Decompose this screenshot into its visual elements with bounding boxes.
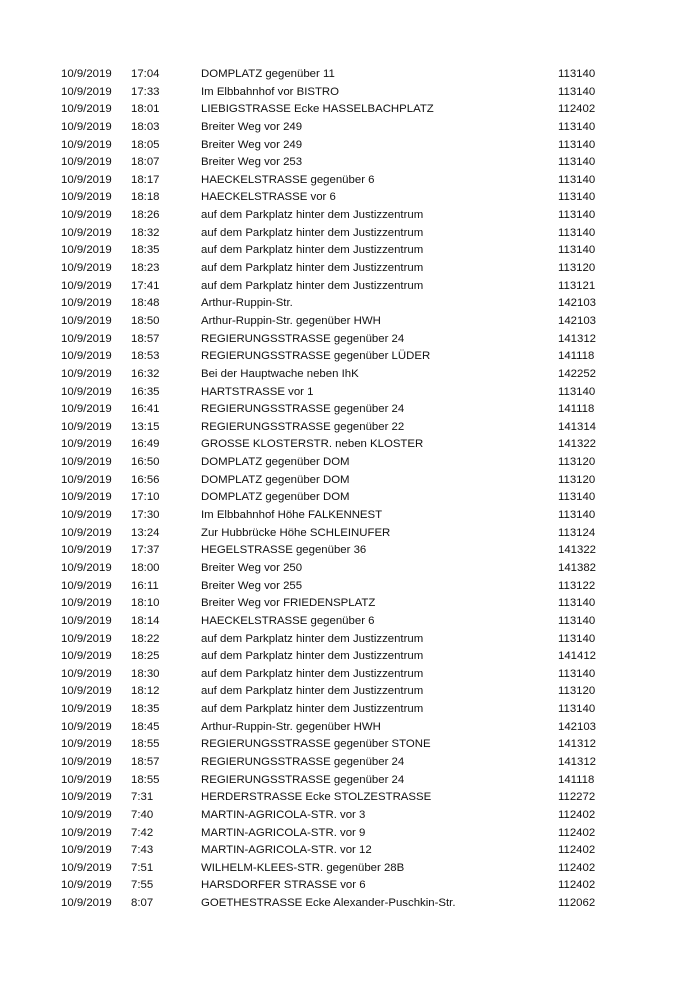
location-cell: HEGELSTRASSE gegenüber 36 [201,544,367,557]
date-cell: 10/9/2019 [61,544,112,557]
location-cell: HARSDORFER STRASSE vor 6 [201,879,366,892]
date-cell: 10/9/2019 [61,314,112,327]
code-cell: 141314 [558,420,597,433]
location-cell: REGIERUNGSSTRASSE gegenüber 24 [201,403,405,416]
date-cell: 10/9/2019 [61,667,112,680]
location-cell: MARTIN-AGRICOLA-STR. vor 12 [201,844,372,857]
table-row [0,789,700,807]
date-cell: 10/9/2019 [61,791,112,804]
table-row [0,895,700,913]
time-cell: 16:49 [131,438,160,451]
date-cell: 10/9/2019 [61,456,112,469]
table-row [0,331,700,349]
time-cell: 17:30 [131,509,160,522]
table-row [0,825,700,843]
date-cell: 10/9/2019 [61,173,112,186]
table-row [0,154,700,172]
time-cell: 18:10 [131,597,160,610]
date-cell: 10/9/2019 [61,509,112,522]
code-cell: 141322 [558,438,597,451]
code-cell: 113140 [558,632,596,645]
time-cell: 18:18 [131,191,160,204]
code-cell: 113122 [558,579,596,592]
location-cell: REGIERUNGSSTRASSE gegenüber STONE [201,738,431,751]
code-cell: 141118 [558,350,595,363]
date-cell: 10/9/2019 [61,703,112,716]
code-cell: 141312 [558,332,597,345]
location-cell: Arthur-Ruppin-Str. [201,297,293,310]
time-cell: 18:32 [131,226,160,239]
code-cell: 113140 [558,385,596,398]
time-cell: 18:03 [131,120,160,133]
table-row [0,137,700,155]
location-cell: Breiter Weg vor FRIEDENSPLATZ [201,597,376,610]
code-cell: 142103 [558,297,597,310]
time-cell: 16:32 [131,367,160,380]
table-row [0,278,700,296]
table-row [0,842,700,860]
table-row [0,719,700,737]
location-cell: auf dem Parkplatz hinter dem Justizzentrum [201,226,424,239]
code-cell: 141382 [558,561,597,574]
table-row [0,666,700,684]
time-cell: 7:55 [131,879,154,892]
table-row [0,472,700,490]
table-row [0,348,700,366]
time-cell: 18:35 [131,244,160,257]
date-cell: 10/9/2019 [61,156,112,169]
location-cell: LIEBIGSTRASSE Ecke HASSELBACHPLATZ [201,103,434,116]
time-cell: 18:26 [131,209,160,222]
code-cell: 113140 [558,173,596,186]
location-cell: MARTIN-AGRICOLA-STR. vor 9 [201,826,366,839]
location-cell: Breiter Weg vor 250 [201,561,303,574]
time-cell: 18:17 [131,173,160,186]
date-cell: 10/9/2019 [61,844,112,857]
location-cell: auf dem Parkplatz hinter dem Justizzentrum [201,667,424,680]
date-cell: 10/9/2019 [61,826,112,839]
code-cell: 113140 [558,491,596,504]
location-cell: REGIERUNGSSTRASSE gegenüber 24 [201,755,405,768]
time-cell: 13:15 [131,420,160,433]
table-row [0,260,700,278]
time-cell: 18:05 [131,138,160,151]
table-row [0,172,700,190]
table-row [0,313,700,331]
table-row [0,595,700,613]
date-cell: 10/9/2019 [61,861,112,874]
code-cell: 112402 [558,103,596,116]
time-cell: 17:10 [131,491,160,504]
date-cell: 10/9/2019 [61,491,112,504]
code-cell: 113140 [558,156,596,169]
code-cell: 141312 [558,738,597,751]
location-cell: REGIERUNGSSTRASSE gegenüber 22 [201,420,405,433]
code-cell: 113140 [558,138,596,151]
table-row [0,877,700,895]
code-cell: 142103 [558,720,597,733]
table-row [0,683,700,701]
time-cell: 18:12 [131,685,160,698]
table-row [0,454,700,472]
location-cell: Zur Hubbrücke Höhe SCHLEINUFER [201,526,391,539]
location-cell: HARTSTRASSE vor 1 [201,385,314,398]
table-row [0,101,700,119]
time-cell: 18:48 [131,297,160,310]
date-cell: 10/9/2019 [61,614,112,627]
table-row [0,401,700,419]
table-row [0,366,700,384]
date-cell: 10/9/2019 [61,879,112,892]
code-cell: 113140 [558,191,596,204]
location-cell: Im Elbbahnhof Höhe FALKENNEST [201,509,383,522]
time-cell: 18:01 [131,103,160,116]
table-row [0,507,700,525]
date-cell: 10/9/2019 [61,244,112,257]
location-cell: Bei der Hauptwache neben IhK [201,367,359,380]
time-cell: 16:41 [131,403,160,416]
time-cell: 17:41 [131,279,160,292]
date-cell: 10/9/2019 [61,367,112,380]
table-row [0,542,700,560]
date-cell: 10/9/2019 [61,85,112,98]
code-cell: 113140 [558,85,596,98]
code-cell: 141412 [558,650,597,663]
date-cell: 10/9/2019 [61,597,112,610]
location-cell: auf dem Parkplatz hinter dem Justizzentrum [201,209,424,222]
table-row [0,736,700,754]
date-cell: 10/9/2019 [61,561,112,574]
location-cell: auf dem Parkplatz hinter dem Justizzentrum [201,703,424,716]
code-cell: 113121 [558,279,596,292]
code-cell: 113140 [558,209,596,222]
date-cell: 10/9/2019 [61,738,112,751]
location-cell: auf dem Parkplatz hinter dem Justizzentrum [201,244,424,257]
location-cell: HAECKELSTRASSE gegenüber 6 [201,173,375,186]
time-cell: 18:55 [131,773,160,786]
table-row [0,384,700,402]
code-cell: 112402 [558,826,596,839]
location-cell: Arthur-Ruppin-Str. gegenüber HWH [201,314,381,327]
table-row [0,419,700,437]
time-cell: 18:00 [131,561,160,574]
location-cell: REGIERUNGSSTRASSE gegenüber 24 [201,773,405,786]
date-cell: 10/9/2019 [61,720,112,733]
date-cell: 10/9/2019 [61,385,112,398]
time-cell: 16:56 [131,473,160,486]
table-row [0,648,700,666]
code-cell: 113140 [558,597,596,610]
code-cell: 142252 [558,367,597,380]
table-row [0,207,700,225]
date-cell: 10/9/2019 [61,685,112,698]
location-cell: Breiter Weg vor 249 [201,138,303,151]
location-cell: HAECKELSTRASSE gegenüber 6 [201,614,375,627]
date-cell: 10/9/2019 [61,473,112,486]
location-cell: Breiter Weg vor 249 [201,120,303,133]
code-cell: 113124 [558,526,596,539]
date-cell: 10/9/2019 [61,262,112,275]
code-cell: 113140 [558,120,596,133]
code-cell: 112272 [558,791,596,804]
date-cell: 10/9/2019 [61,650,112,663]
time-cell: 18:57 [131,332,160,345]
code-cell: 113140 [558,68,596,80]
time-cell: 18:57 [131,755,160,768]
time-cell: 18:23 [131,262,160,275]
table-row [0,560,700,578]
code-cell: 112402 [558,879,596,892]
table-row [0,66,700,84]
location-cell: auf dem Parkplatz hinter dem Justizzentrum [201,279,424,292]
date-cell: 10/9/2019 [61,350,112,363]
date-cell: 10/9/2019 [61,897,112,910]
code-cell: 113120 [558,685,596,698]
table-row [0,807,700,825]
location-cell: Breiter Weg vor 255 [201,579,303,592]
location-cell: WILHELM-KLEES-STR. gegenüber 28B [201,861,405,874]
code-cell: 142103 [558,314,597,327]
location-cell: Breiter Weg vor 253 [201,156,303,169]
time-cell: 17:37 [131,544,160,557]
table-row [0,225,700,243]
code-cell: 112402 [558,861,596,874]
time-cell: 7:31 [131,791,154,804]
time-cell: 18:14 [131,614,160,627]
date-cell: 10/9/2019 [61,420,112,433]
time-cell: 18:07 [131,156,160,169]
table-row [0,189,700,207]
date-cell: 10/9/2019 [61,279,112,292]
time-cell: 18:25 [131,650,160,663]
time-cell: 18:30 [131,667,160,680]
table-row [0,525,700,543]
time-cell: 17:04 [131,68,160,80]
time-cell: 18:53 [131,350,160,363]
time-cell: 18:35 [131,703,160,716]
location-cell: GOETHESTRASSE Ecke Alexander-Puschkin-Str. [201,897,456,910]
date-cell: 10/9/2019 [61,808,112,821]
date-cell: 10/9/2019 [61,403,112,416]
table-row [0,578,700,596]
table-row [0,772,700,790]
code-cell: 113140 [558,667,596,680]
code-cell: 141118 [558,773,595,786]
code-cell: 141322 [558,544,597,557]
time-cell: 13:24 [131,526,160,539]
code-cell: 112402 [558,808,596,821]
location-cell: DOMPLATZ gegenüber DOM [201,456,350,469]
location-cell: auf dem Parkplatz hinter dem Justizzentrum [201,685,424,698]
code-cell: 141312 [558,755,597,768]
time-cell: 18:22 [131,632,160,645]
location-cell: auf dem Parkplatz hinter dem Justizzentrum [201,650,424,663]
code-cell: 113140 [558,226,596,239]
code-cell: 113140 [558,614,596,627]
location-cell: Im Elbbahnhof vor BISTRO [201,85,340,98]
code-cell: 112402 [558,844,596,857]
time-cell: 7:43 [131,844,154,857]
date-cell: 10/9/2019 [61,332,112,345]
code-cell: 113140 [558,509,596,522]
date-cell: 10/9/2019 [61,755,112,768]
time-cell: 18:50 [131,314,160,327]
time-cell: 8:07 [131,897,154,910]
date-cell: 10/9/2019 [61,68,112,80]
location-cell: DOMPLATZ gegenüber DOM [201,473,350,486]
date-cell: 10/9/2019 [61,138,112,151]
location-cell: REGIERUNGSSTRASSE gegenüber 24 [201,332,405,345]
date-cell: 10/9/2019 [61,526,112,539]
date-cell: 10/9/2019 [61,103,112,116]
location-cell: GROSSE KLOSTERSTR. neben KLOSTER [201,438,424,451]
location-cell: REGIERUNGSSTRASSE gegenüber LÜDER [201,350,431,363]
date-cell: 10/9/2019 [61,438,112,451]
code-cell: 113140 [558,703,596,716]
time-cell: 16:35 [131,385,160,398]
location-cell: HAECKELSTRASSE vor 6 [201,191,336,204]
location-cell: auf dem Parkplatz hinter dem Justizzentrum [201,632,424,645]
table-row [0,754,700,772]
location-cell: MARTIN-AGRICOLA-STR. vor 3 [201,808,366,821]
date-cell: 10/9/2019 [61,226,112,239]
table-row [0,489,700,507]
date-cell: 10/9/2019 [61,297,112,310]
code-cell: 113120 [558,262,596,275]
location-cell: Arthur-Ruppin-Str. gegenüber HWH [201,720,381,733]
date-cell: 10/9/2019 [61,579,112,592]
table-row [0,436,700,454]
record-table [0,66,700,913]
table-row [0,631,700,649]
table-row [0,84,700,102]
code-cell: 141118 [558,403,595,416]
table-row [0,119,700,137]
code-cell: 113120 [558,473,596,486]
location-cell: auf dem Parkplatz hinter dem Justizzentrum [201,262,424,275]
date-cell: 10/9/2019 [61,773,112,786]
table-row [0,295,700,313]
location-cell: DOMPLATZ gegenüber DOM [201,491,350,504]
time-cell: 18:55 [131,738,160,751]
location-cell: DOMPLATZ gegenüber 11 [201,68,335,80]
time-cell: 7:42 [131,826,154,839]
time-cell: 7:51 [131,861,154,874]
date-cell: 10/9/2019 [61,191,112,204]
code-cell: 113120 [558,456,596,469]
table-row [0,860,700,878]
time-cell: 17:33 [131,85,160,98]
code-cell: 113140 [558,244,596,257]
date-cell: 10/9/2019 [61,209,112,222]
code-cell: 112062 [558,897,596,910]
time-cell: 16:11 [131,579,159,592]
time-cell: 18:45 [131,720,160,733]
date-cell: 10/9/2019 [61,632,112,645]
table-row [0,701,700,719]
table-row [0,242,700,260]
date-cell: 10/9/2019 [61,120,112,133]
time-cell: 16:50 [131,456,160,469]
time-cell: 7:40 [131,808,154,821]
location-cell: HERDERSTRASSE Ecke STOLZESTRASSE [201,791,432,804]
table-row [0,613,700,631]
